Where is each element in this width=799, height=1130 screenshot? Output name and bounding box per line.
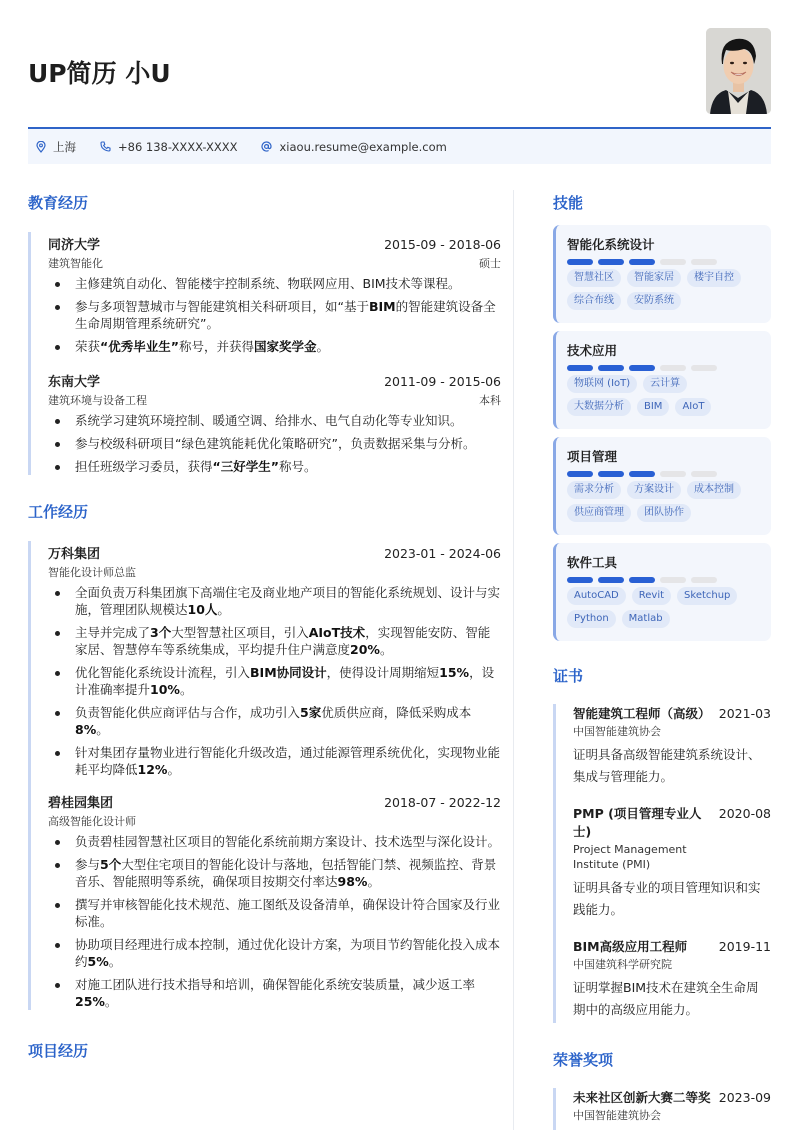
certificate-item	[573, 931, 771, 1023]
bullet-item: 负责碧桂园智慧社区项目的智能化系统前期方案设计、技术选型与深化设计。	[48, 833, 501, 850]
skill-level-bars	[567, 259, 761, 265]
honor-issuer: 中国智能建筑协会	[573, 1109, 661, 1122]
skill-level-segment	[598, 259, 624, 265]
location-text: 上海	[53, 139, 76, 154]
skill-tags	[567, 269, 761, 315]
skill-tag: 方案设计	[627, 481, 681, 499]
work-item	[48, 543, 501, 778]
school-name: 同济大学	[48, 238, 101, 253]
skill-card	[553, 543, 771, 641]
skill-tag: 楼宇自控	[687, 269, 741, 287]
resume-header	[28, 28, 771, 114]
email-link[interactable]: xiaou.resume@example.com	[279, 139, 447, 154]
main-column	[28, 190, 501, 1064]
skill-tag: AIoT	[675, 398, 711, 416]
education-date: 2011-09 - 2015-06	[384, 374, 501, 389]
skill-name: 智能化系统设计	[567, 237, 655, 252]
skill-tag: 大数据分析	[567, 398, 631, 416]
skill-level-segment	[567, 259, 593, 265]
work-list	[28, 541, 501, 1010]
profile-photo	[706, 28, 771, 114]
bullet-item: 负责智能化供应商评估与合作，成功引入5家优质供应商，降低采购成本8%。	[48, 704, 501, 738]
skill-level-segment	[598, 365, 624, 371]
bullet-item: 协助项目经理进行成本控制，通过优化设计方案，为项目节约智能化投入成本约5%。	[48, 936, 501, 970]
job-title: 高级智能化设计师	[48, 815, 136, 828]
skill-name: 软件工具	[567, 555, 618, 570]
skill-tag: BIM	[637, 398, 669, 416]
skill-tags	[567, 481, 761, 527]
skill-level-segment	[691, 577, 717, 583]
honors-list	[553, 1088, 771, 1130]
candidate-name: UP简历 小U	[28, 59, 171, 88]
bullet-item: 参与5个大型住宅项目的智能化设计与落地，包括智能门禁、视频监控、背景音乐、智能照明等系统，确保项目按期交付率达98%。	[48, 856, 501, 890]
skill-tag: 智慧社区	[567, 269, 621, 287]
bullet-item: 参与多项智慧城市与智能建筑相关科研项目，如“基于BIM的智能建筑设备全生命周期管理系统研究”。	[48, 298, 501, 332]
major: 建筑智能化	[48, 257, 103, 270]
bullet-item: 全面负责万科集团旗下高端住宅及商业地产项目的智能化系统规划、设计与实施，管理团队规模达10人。	[48, 584, 501, 618]
skill-level-segment	[598, 577, 624, 583]
contact-email[interactable]	[261, 140, 446, 154]
honors-section-title: 荣誉奖项	[553, 1051, 614, 1069]
skill-tag: 供应商管理	[567, 504, 631, 522]
skill-tag: Matlab	[622, 610, 670, 628]
skill-tag: Revit	[632, 587, 671, 605]
certificate-description: 证明掌握BIM技术在建筑全生命周期中的高级应用能力。	[573, 980, 759, 1017]
bullet-item: 针对集团存量物业进行智能化升级改造，通过能源管理系统优化，实现物业能耗平均降低12%。	[48, 744, 501, 778]
skill-card	[553, 331, 771, 429]
skill-level-segment	[629, 365, 655, 371]
job-title: 智能化设计师总监	[48, 566, 136, 579]
bullet-item: 优化智能化系统设计流程，引入BIM协同设计，使得设计周期缩短15%，设计准确率提升10%。	[48, 664, 501, 698]
skill-level-segment	[660, 471, 686, 477]
skill-level-segment	[629, 259, 655, 265]
honor-name: 未来社区创新大赛二等奖	[573, 1090, 711, 1105]
skill-tag: AutoCAD	[567, 587, 626, 605]
honor-date: 2023-09	[718, 1090, 771, 1105]
column-divider	[513, 190, 514, 1130]
skill-tag: 智能家居	[627, 269, 681, 287]
education-item	[48, 234, 501, 355]
phone-text: +86 138-XXXX-XXXX	[118, 139, 238, 154]
skill-level-segment	[660, 259, 686, 265]
skills-list	[553, 225, 771, 641]
contact-phone	[100, 140, 237, 154]
skill-name: 项目管理	[567, 449, 618, 464]
work-bullets	[48, 584, 501, 778]
certificate-description: 证明具备专业的项目管理知识和实践能力。	[573, 880, 761, 917]
bullet-item: 撰写并审核智能化技术规范、施工图纸及设备清单，确保设计符合国家及行业标准。	[48, 896, 501, 930]
skill-tag: Python	[567, 610, 616, 628]
education-bullets	[48, 412, 501, 475]
certificate-issuer: 中国建筑科学研究院	[573, 958, 672, 971]
degree: 本科	[479, 394, 501, 407]
certificate-name: 智能建筑工程师（高级）	[573, 706, 711, 721]
company-name: 碧桂园集团	[48, 796, 114, 811]
skill-tag: Sketchup	[677, 587, 737, 605]
skill-level-segment	[567, 471, 593, 477]
skill-level-bars	[567, 471, 761, 477]
skill-tag: 成本控制	[687, 481, 741, 499]
work-item	[48, 792, 501, 1010]
certificate-date: 2020-08	[718, 806, 771, 821]
projects-section-title: 项目经历	[28, 1042, 89, 1060]
skill-card	[553, 225, 771, 323]
certificates-section-title: 证书	[553, 667, 584, 685]
sidebar-column	[553, 190, 771, 1130]
certificate-date: 2019-11	[718, 939, 771, 954]
skill-tag: 物联网 (IoT)	[567, 375, 637, 393]
skill-card	[553, 437, 771, 535]
skill-level-bars	[567, 577, 761, 583]
skill-level-segment	[660, 577, 686, 583]
location-pin-icon	[36, 141, 46, 153]
skill-level-segment	[691, 259, 717, 265]
bullet-item: 系统学习建筑环境控制、暖通空调、给排水、电气自动化等专业知识。	[48, 412, 501, 429]
bullet-item: 担任班级学习委员，获得“三好学生”称号。	[48, 458, 501, 475]
skill-level-segment	[598, 471, 624, 477]
bullet-item: 主修建筑自动化、智能楼宇控制系统、物联网应用、BIM技术等课程。	[48, 275, 501, 292]
certificate-item	[573, 704, 771, 798]
skill-tag: 需求分析	[567, 481, 621, 499]
skill-tag: 团队协作	[637, 504, 691, 522]
education-date: 2015-09 - 2018-06	[384, 237, 501, 252]
skill-tag: 综合布线	[567, 292, 621, 310]
skill-level-segment	[691, 365, 717, 371]
work-date: 2018-07 - 2022-12	[384, 795, 501, 810]
work-date: 2023-01 - 2024-06	[384, 546, 501, 561]
work-section-title: 工作经历	[28, 503, 89, 521]
skill-level-segment	[691, 471, 717, 477]
certificates-list	[553, 704, 771, 1023]
skill-level-segment	[567, 365, 593, 371]
certificate-item	[573, 798, 771, 931]
work-bullets	[48, 833, 501, 1010]
certificate-name: BIM高级应用工程师	[573, 939, 688, 954]
major: 建筑环境与设备工程	[48, 394, 147, 407]
skill-level-segment	[660, 365, 686, 371]
skill-level-segment	[629, 471, 655, 477]
certificate-description: 证明具备高级智能建筑系统设计、集成与管理能力。	[573, 747, 761, 784]
skills-section-title: 技能	[553, 194, 584, 212]
school-name: 东南大学	[48, 375, 101, 390]
bullet-item: 对施工团队进行技术指导和培训，确保智能化系统安装质量，减少返工率25%。	[48, 976, 501, 1010]
certificate-name: PMP (项目管理专业人士)	[573, 806, 702, 839]
skill-name: 技术应用	[567, 343, 618, 358]
skill-level-segment	[629, 577, 655, 583]
degree: 硕士	[479, 257, 501, 270]
skill-level-bars	[567, 365, 761, 371]
bullet-item: 荣获“优秀毕业生”称号，并获得国家奖学金。	[48, 338, 501, 355]
phone-icon	[100, 141, 111, 152]
contact-location	[36, 139, 76, 155]
bullet-item: 参与校级科研项目“绿色建筑能耗优化策略研究”，负责数据采集与分析。	[48, 435, 501, 452]
education-item	[48, 371, 501, 475]
skill-tag: 云计算	[643, 375, 687, 393]
education-list	[28, 232, 501, 475]
education-bullets	[48, 275, 501, 355]
honor-item	[573, 1088, 771, 1130]
at-sign-icon	[261, 141, 272, 152]
certificate-issuer: 中国智能建筑协会	[573, 725, 661, 738]
skill-tags	[567, 587, 761, 633]
education-section-title: 教育经历	[28, 194, 89, 212]
contact-bar	[28, 127, 771, 164]
skill-tags	[567, 375, 761, 421]
skill-level-segment	[567, 577, 593, 583]
bullet-item: 主导并完成了3个大型智慧社区项目，引入AIoT技术，实现智能安防、智能家居、智慧停车等系统集成，平均提升住户满意度20%。	[48, 624, 501, 658]
skill-tag: 安防系统	[627, 292, 681, 310]
certificate-date: 2021-03	[718, 706, 771, 721]
company-name: 万科集团	[48, 547, 101, 562]
certificate-issuer: Project Management Institute (PMI)	[573, 843, 687, 871]
